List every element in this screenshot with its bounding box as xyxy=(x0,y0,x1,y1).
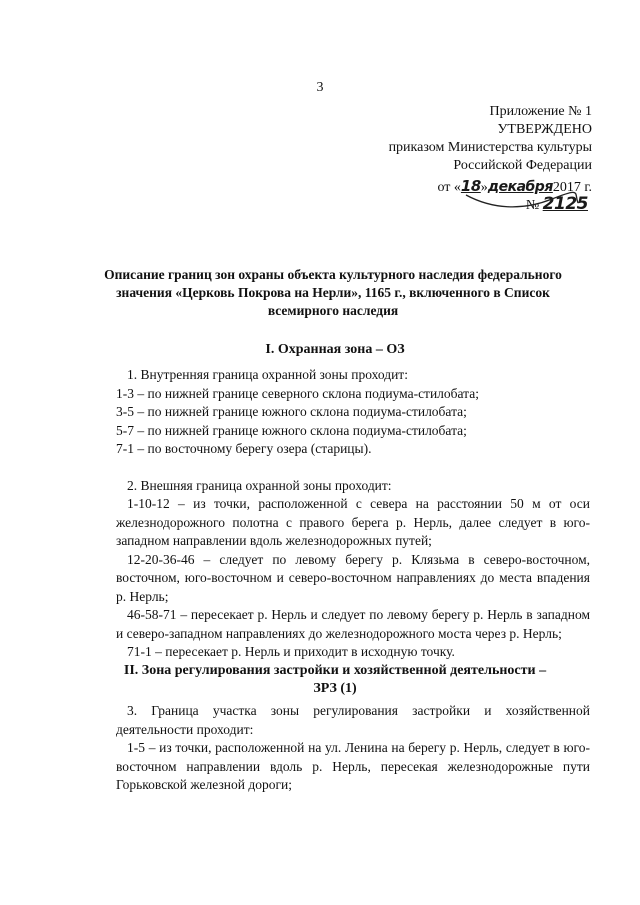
approval-stamp-block xyxy=(292,103,592,215)
title-line-2: значения «Церковь Покрова на Нерли», 1165 г., включенного в Список xyxy=(116,285,550,300)
item-3-paragraph: 1-5 – из точки, расположенной на ул. Ленина на берегу р. Нерль, следует в юго-восточном направлении вдоль р. Нерль, пересекая железнодорожные пути Горьковской железной дороги; xyxy=(116,740,590,792)
title-line-3: всемирного наследия xyxy=(267,303,399,318)
title-line-1: Описание границ зон охраны объекта культурного наследия федерального xyxy=(104,267,562,282)
appendix-label: Приложение № 1 xyxy=(489,104,592,119)
date-prefix: от « xyxy=(437,180,461,195)
item-2-intro: 2. Внешняя граница охранной зоны проходит: xyxy=(127,477,392,493)
date-day-handwritten: 18 xyxy=(460,177,481,195)
item-2-paragraph: 1-10-12 – из точки, расположенной с севера на расстоянии 50 м от оси железнодорожного полотна с правого берега р. Нерль, далее следует в юго-западном направлении вдоль железнодорожных путей; xyxy=(116,496,590,548)
date-mid: » xyxy=(480,180,488,195)
item-3-intro: 3. Граница участка зоны регулирования застройки и хозяйственной деятельности проходит: xyxy=(116,703,590,737)
section-2-heading-line-1: II. Зона регулирования застройки и хозяйственной деятельности – xyxy=(123,663,547,678)
section-2-body xyxy=(116,702,590,795)
date-year: 2017 г. xyxy=(552,180,592,195)
item-1-line: 5-7 – по нижней границе южного склона подиума-стилобата; xyxy=(116,422,467,438)
item-2-paragraph: 71-1 – пересекает р. Нерль и приходит в исходную точку. xyxy=(127,644,455,659)
item-1-line: 3-5 – по нижней границе южного склона подиума-стилобата; xyxy=(116,404,467,419)
section-1-heading: I. Охранная зона – ОЗ xyxy=(265,342,405,357)
document-title xyxy=(78,266,588,320)
item-1-line: 1-3 – по нижней границе северного склона подиума-стилобата; xyxy=(116,385,479,401)
item-1-intro: 1. Внутренняя граница охранной зоны проходит: xyxy=(127,367,408,382)
date-month-handwritten: декабря xyxy=(487,179,553,195)
item-2-paragraph: 46-58-71 – пересекает р. Нерль и следует по левому берегу р. Нерль в западном и северо-западном направлениях до железнодорожного моста через р. Нерль; xyxy=(116,607,590,641)
number-handwritten: 2125 xyxy=(542,194,588,214)
number-prefix: № xyxy=(525,198,540,213)
signature-flourish-icon xyxy=(462,191,582,213)
item-1-line: 7-1 – по восточному берегу озера (старицы). xyxy=(116,441,372,456)
item-2-paragraph: 12-20-36-46 – следует по левому берегу р. Клязьма в северо-восточном, восточном, юго-восточном и северо-восточном направлениях до места впадения р. Нерль; xyxy=(116,551,590,604)
federation-label: Российской Федерации xyxy=(453,158,592,173)
section-1-body xyxy=(116,366,590,662)
approved-label: УТВЕРЖДЕНО xyxy=(497,122,592,137)
section-2-heading xyxy=(100,662,570,698)
order-label: приказом Министерства культуры xyxy=(388,140,592,155)
section-2-heading-line-2: ЗРЗ (1) xyxy=(313,681,357,696)
page-number: 3 xyxy=(316,80,324,95)
